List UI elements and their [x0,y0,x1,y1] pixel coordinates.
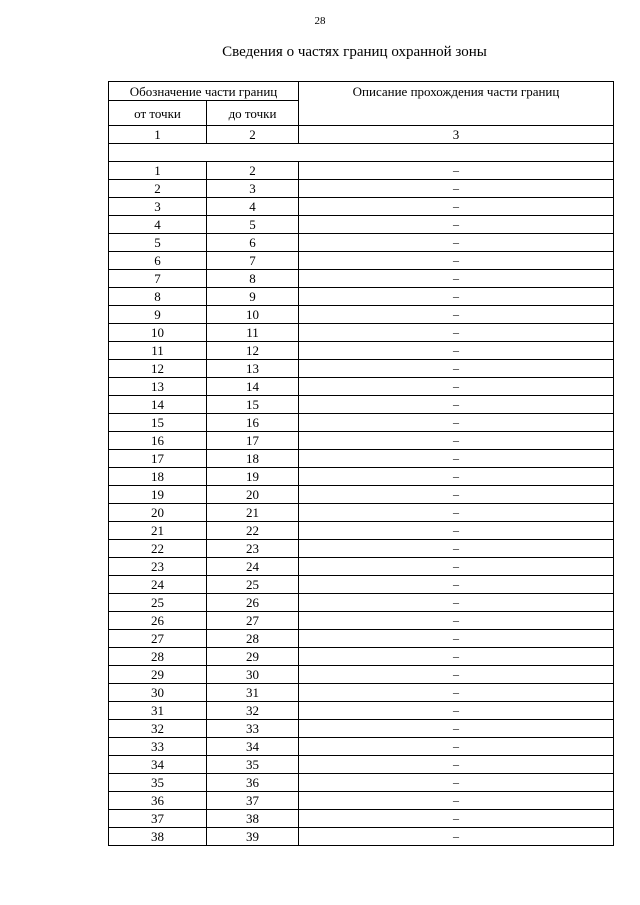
to-point-cell: 4 [207,198,299,216]
description-cell: – [299,792,614,810]
to-point-cell: 35 [207,756,299,774]
to-point-cell: 39 [207,828,299,846]
description-cell: – [299,666,614,684]
from-point-cell: 2 [109,180,207,198]
description-cell: – [299,198,614,216]
description-cell: – [299,774,614,792]
description-cell: – [299,162,614,180]
to-point-cell: 13 [207,360,299,378]
description-cell: – [299,414,614,432]
table-row [109,540,614,558]
column-number: 1 [109,126,207,144]
to-point-cell: 20 [207,486,299,504]
table-row [109,162,614,180]
description-cell: – [299,594,614,612]
table-row [109,504,614,522]
column-number: 3 [299,126,614,144]
description-cell: – [299,486,614,504]
from-point-cell: 8 [109,288,207,306]
from-point-cell: 27 [109,630,207,648]
table-row [109,522,614,540]
description-cell: – [299,738,614,756]
table-row [109,252,614,270]
to-point-cell: 12 [207,342,299,360]
description-cell: – [299,378,614,396]
description-cell: – [299,342,614,360]
table-row [109,396,614,414]
description-cell: – [299,558,614,576]
table-row [109,648,614,666]
table-row [109,738,614,756]
description-cell: – [299,828,614,846]
column-number: 2 [207,126,299,144]
to-point-cell: 36 [207,774,299,792]
page-title: Сведения о частях границ охранной зоны [222,44,487,60]
table-row [109,684,614,702]
from-point-cell: 25 [109,594,207,612]
table-row [109,468,614,486]
from-point-cell: 30 [109,684,207,702]
table-row [109,450,614,468]
description-cell: – [299,756,614,774]
from-point-cell: 12 [109,360,207,378]
table-row [109,270,614,288]
from-point-cell: 31 [109,702,207,720]
table-row [109,828,614,846]
page-number: 28 [314,15,326,27]
to-point-cell: 17 [207,432,299,450]
table-row [109,360,614,378]
table-row [109,702,614,720]
to-point-cell: 33 [207,720,299,738]
table-row [109,576,614,594]
to-point-cell: 24 [207,558,299,576]
description-cell: – [299,630,614,648]
from-point-cell: 19 [109,486,207,504]
table-row [109,594,614,612]
to-point-cell: 34 [207,738,299,756]
to-point-cell: 18 [207,450,299,468]
table-row [109,216,614,234]
description-cell: – [299,810,614,828]
to-point-cell: 21 [207,504,299,522]
table-row [109,486,614,504]
blank-cell [109,144,614,162]
table-row [109,432,614,450]
description-cell: – [299,720,614,738]
description-cell: – [299,540,614,558]
to-point-cell: 30 [207,666,299,684]
to-point-cell: 29 [207,648,299,666]
description-cell: – [299,432,614,450]
to-point-cell: 14 [207,378,299,396]
from-point-cell: 35 [109,774,207,792]
from-point-cell: 16 [109,432,207,450]
table-row [109,306,614,324]
to-point-cell: 37 [207,792,299,810]
from-point-cell: 14 [109,396,207,414]
description-cell: – [299,450,614,468]
description-cell: – [299,504,614,522]
from-point-cell: 1 [109,162,207,180]
to-point-cell: 22 [207,522,299,540]
table-row [109,630,614,648]
from-point-cell: 28 [109,648,207,666]
to-point-cell: 26 [207,594,299,612]
table-row [109,234,614,252]
from-point-cell: 33 [109,738,207,756]
to-point-cell: 5 [207,216,299,234]
description-cell: – [299,216,614,234]
from-point-cell: 36 [109,792,207,810]
description-cell: – [299,180,614,198]
description-cell: – [299,702,614,720]
description-cell: – [299,288,614,306]
header-description: Описание прохождения части границ [299,82,614,126]
to-point-cell: 23 [207,540,299,558]
table-row [109,288,614,306]
to-point-cell: 32 [207,702,299,720]
from-point-cell: 5 [109,234,207,252]
to-point-cell: 25 [207,576,299,594]
from-point-cell: 38 [109,828,207,846]
boundary-table [108,81,614,846]
description-cell: – [299,252,614,270]
from-point-cell: 21 [109,522,207,540]
from-point-cell: 26 [109,612,207,630]
table-row [109,756,614,774]
description-cell: – [299,270,614,288]
description-cell: – [299,684,614,702]
table-row [109,792,614,810]
from-point-cell: 18 [109,468,207,486]
from-point-cell: 6 [109,252,207,270]
from-point-cell: 24 [109,576,207,594]
header-row-group [109,82,614,101]
table-row [109,558,614,576]
header-to-point: до точки [207,101,299,126]
to-point-cell: 19 [207,468,299,486]
table-row [109,666,614,684]
to-point-cell: 8 [207,270,299,288]
table-row [109,414,614,432]
to-point-cell: 38 [207,810,299,828]
from-point-cell: 15 [109,414,207,432]
description-cell: – [299,612,614,630]
to-point-cell: 11 [207,324,299,342]
table-row [109,612,614,630]
from-point-cell: 22 [109,540,207,558]
from-point-cell: 17 [109,450,207,468]
to-point-cell: 7 [207,252,299,270]
table-row [109,198,614,216]
to-point-cell: 15 [207,396,299,414]
description-cell: – [299,468,614,486]
from-point-cell: 20 [109,504,207,522]
description-cell: – [299,576,614,594]
description-cell: – [299,234,614,252]
to-point-cell: 3 [207,180,299,198]
from-point-cell: 32 [109,720,207,738]
from-point-cell: 13 [109,378,207,396]
blank-row [109,144,614,162]
from-point-cell: 34 [109,756,207,774]
from-point-cell: 9 [109,306,207,324]
header-boundary-designation: Обозначение части границ [109,82,299,101]
column-number-row [109,126,614,144]
to-point-cell: 16 [207,414,299,432]
from-point-cell: 7 [109,270,207,288]
from-point-cell: 10 [109,324,207,342]
to-point-cell: 2 [207,162,299,180]
description-cell: – [299,360,614,378]
table-row [109,324,614,342]
table-row [109,774,614,792]
to-point-cell: 27 [207,612,299,630]
from-point-cell: 11 [109,342,207,360]
from-point-cell: 3 [109,198,207,216]
from-point-cell: 29 [109,666,207,684]
description-cell: – [299,522,614,540]
table-row [109,720,614,738]
to-point-cell: 6 [207,234,299,252]
to-point-cell: 9 [207,288,299,306]
to-point-cell: 28 [207,630,299,648]
from-point-cell: 37 [109,810,207,828]
from-point-cell: 23 [109,558,207,576]
description-cell: – [299,324,614,342]
description-cell: – [299,396,614,414]
to-point-cell: 10 [207,306,299,324]
table-row [109,342,614,360]
to-point-cell: 31 [207,684,299,702]
table-row [109,180,614,198]
table-row [109,810,614,828]
from-point-cell: 4 [109,216,207,234]
table-row [109,378,614,396]
header-from-point: от точки [109,101,207,126]
description-cell: – [299,306,614,324]
description-cell: – [299,648,614,666]
